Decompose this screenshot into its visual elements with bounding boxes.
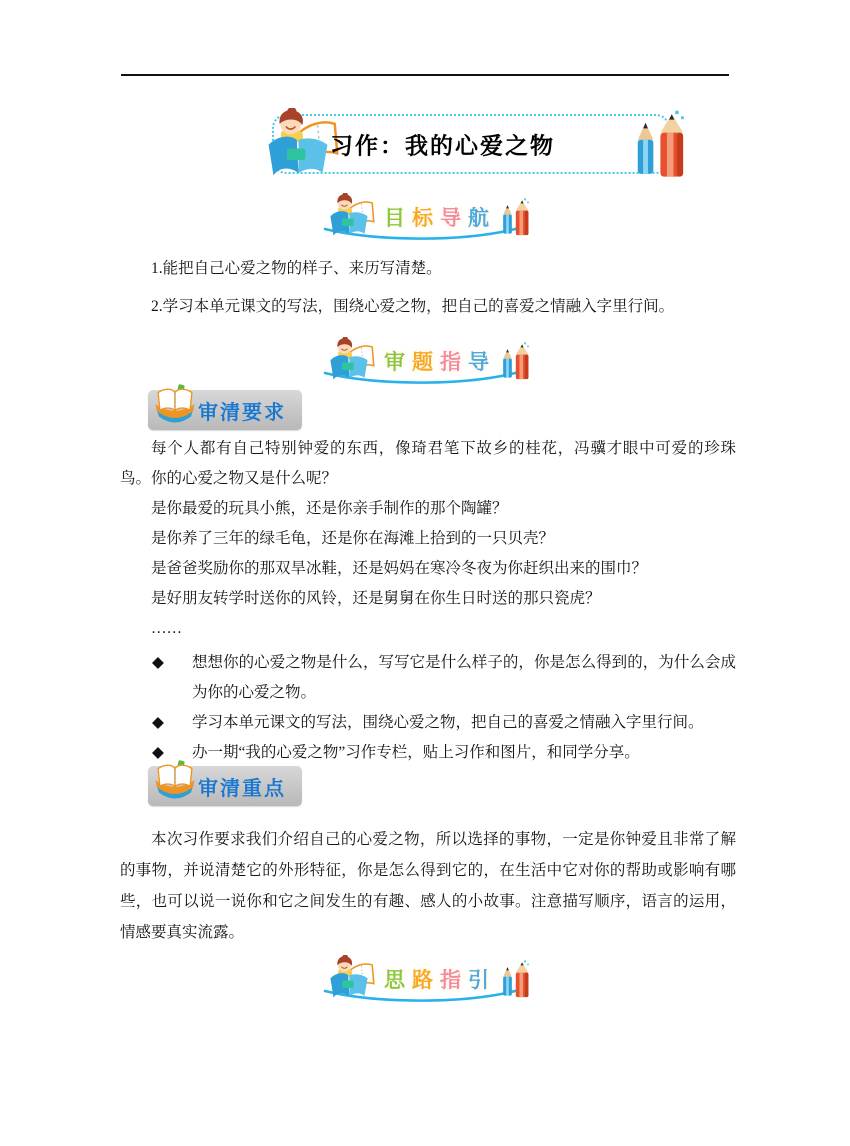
section-header-topic-title <box>384 346 496 376</box>
diamond-bullet-icon: ◆ <box>152 744 164 761</box>
header-char: 指 <box>440 351 468 374</box>
question-line: 是你最爱的玩具小熊，还是你亲手制作的那个陶罐？ <box>151 500 508 517</box>
bullet-text: 学习本单元课文的写法，围绕心爱之物，把自己的喜爱之情融入字里行间。 <box>192 714 704 731</box>
question-line: 是你养了三年的绿毛龟，还是你在海滩上拾到的一只贝壳？ <box>151 530 555 547</box>
header-rule <box>121 74 729 76</box>
reading-girl-icon <box>320 337 378 385</box>
header-char: 标 <box>412 207 440 230</box>
goal-item: 2.学习本单元课文的写法，围绕心爱之物，把自己的喜爱之情融入字里行间。 <box>151 298 675 315</box>
bullet-text: 想想你的心爱之物是什么，写写它是什么样子的，你是怎么得到的，为什么会成为你的心爱之物。 <box>192 654 736 701</box>
ellipsis-line: …… <box>151 620 182 637</box>
badge-requirements <box>148 390 302 430</box>
section-header-idea-guidance <box>320 952 530 1006</box>
title-banner <box>272 114 670 174</box>
section-header-goal-title <box>384 202 496 232</box>
header-char: 导 <box>468 351 496 374</box>
pencils-icon <box>500 959 530 999</box>
bullet-item <box>120 648 736 708</box>
key-points-section <box>120 824 736 948</box>
header-char: 航 <box>468 207 496 230</box>
goal-section <box>120 254 736 330</box>
diamond-bullet-icon: ◆ <box>152 654 164 671</box>
pencils-icon <box>500 197 530 237</box>
diamond-bullet-icon: ◆ <box>152 714 164 731</box>
goal-item: 1.能把自己心爱之物的样子、来历写清楚。 <box>151 260 442 277</box>
reading-girl-icon <box>320 955 378 1003</box>
pencils-icon <box>632 110 686 178</box>
pencils-icon <box>500 341 530 381</box>
bullet-item <box>120 708 736 738</box>
section-header-idea-title <box>384 964 496 994</box>
badge-key-points <box>148 766 302 806</box>
bullet-text: 办一期“我的心爱之物”习作专栏，贴上习作和图片，和同学分享。 <box>192 744 640 761</box>
section-header-topic-guidance <box>320 334 530 388</box>
page-title: 习作：我的心爱之物 <box>330 132 555 159</box>
header-char: 导 <box>440 207 468 230</box>
requirements-section <box>120 434 736 768</box>
question-line: 是爸爸奖励你的那双旱冰鞋，还是妈妈在寒冷冬夜为你赶织出来的围巾？ <box>151 560 648 577</box>
header-char: 引 <box>468 969 496 992</box>
header-char: 指 <box>440 969 468 992</box>
header-char: 题 <box>412 351 440 374</box>
reading-girl-icon <box>320 193 378 241</box>
header-char: 路 <box>412 969 440 992</box>
header-char: 审 <box>384 351 412 374</box>
open-book-icon <box>151 383 199 427</box>
section-header-goal <box>320 190 530 244</box>
intro-paragraph: 每个人都有自己特别钟爱的东西，像琦君笔下故乡的桂花，冯骥才眼中可爱的珍珠鸟。你的心爱之物又是什么呢？ <box>120 440 736 487</box>
badge-label: 审清要求 <box>198 401 286 424</box>
bullet-list <box>120 648 736 768</box>
bullet-item <box>120 738 736 768</box>
key-points-paragraph: 本次习作要求我们介绍自己的心爱之物，所以选择的事物，一定是你钟爱且非常了解的事物，并说清楚它的外形特征，你是怎么得到它的，在生活中它对你的帮助或影响有哪些，也可以说一说你和它之间发生的有趣、感人的小故事。注意描写顺序，语言的运用，情感要真实流露。 <box>120 831 736 941</box>
open-book-icon <box>151 759 199 803</box>
badge-label: 审清重点 <box>198 777 286 800</box>
header-char: 思 <box>384 969 412 992</box>
header-char: 目 <box>384 207 412 230</box>
question-line: 是好朋友转学时送你的风铃，还是舅舅在你生日时送的那只瓷虎？ <box>151 590 601 607</box>
